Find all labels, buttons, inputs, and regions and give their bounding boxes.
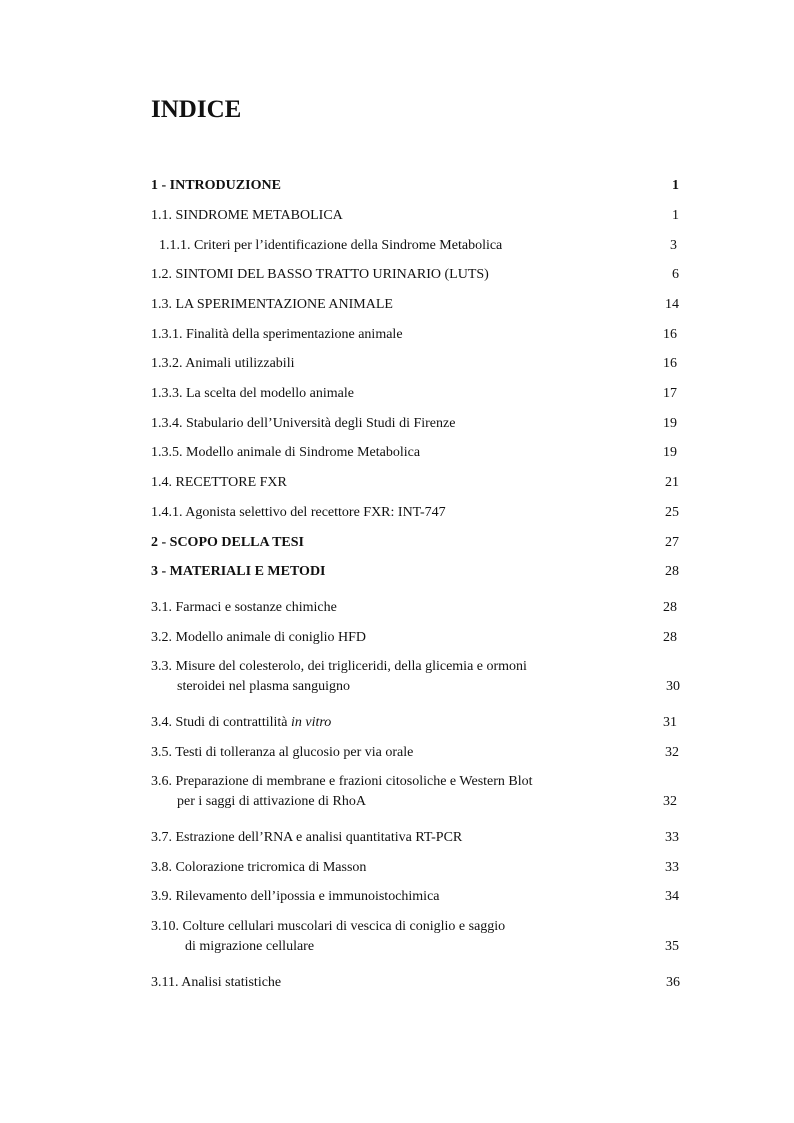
- toc-entry-page: 32: [663, 794, 677, 809]
- toc-entry-label-italic: in vitro: [291, 715, 332, 730]
- toc-entry-page: 34: [665, 889, 679, 904]
- toc-entry-page: 31: [663, 715, 677, 730]
- toc-entry-page: 35: [665, 939, 679, 954]
- toc-entry-label: 1.3.3. La scelta del modello animale: [151, 386, 354, 401]
- toc-entry-page: 14: [665, 297, 679, 312]
- toc-entry-label: 1.3.4. Stabulario dell’Università degli Studi di Firenze: [151, 416, 456, 431]
- toc-entry-page: 33: [665, 830, 679, 845]
- toc-entry-label-continued: di migrazione cellulare: [185, 939, 315, 954]
- toc-entry-label: 3.9. Rilevamento dell’ipossia e immunoistochimica: [151, 889, 440, 904]
- toc-entry-page: 30: [666, 679, 680, 694]
- toc-entry-label: 3.6. Preparazione di membrane e frazioni citosoliche e Western Blot: [151, 774, 533, 789]
- toc-entry[interactable]: [151, 917, 679, 957]
- toc-entry-page: 32: [665, 745, 679, 760]
- toc-entry-label: 3.2. Modello animale di coniglio HFD: [151, 630, 367, 645]
- toc-entry-page: 19: [663, 416, 677, 431]
- toc-entry-label: 1.2. SINTOMI DEL BASSO TRATTO URINARIO (LUTS): [151, 267, 489, 282]
- toc-entry-label: 1 - INTRODUZIONE: [151, 178, 281, 193]
- toc-entry[interactable]: [151, 772, 679, 812]
- toc-entry[interactable]: [151, 657, 679, 697]
- toc-entry-label: 1.4. RECETTORE FXR: [151, 475, 287, 490]
- toc-entry-label: 3.11. Analisi statistiche: [151, 975, 282, 990]
- toc-entry-page: 27: [665, 535, 679, 550]
- toc-entry-label: 1.1.1. Criteri per l’identificazione della Sindrome Metabolica: [159, 238, 503, 253]
- toc-entry-page: 3: [670, 238, 677, 253]
- toc-entry-label: 1.3.5. Modello animale di Sindrome Metabolica: [151, 445, 421, 460]
- toc-entry-label: 1.3. LA SPERIMENTAZIONE ANIMALE: [151, 297, 393, 312]
- toc-entry-page: 1: [672, 208, 679, 223]
- toc-entry-page: 21: [665, 475, 679, 490]
- toc-entry-label: 3.1. Farmaci e sostanze chimiche: [151, 600, 337, 615]
- toc-entry-page: 6: [672, 267, 679, 282]
- toc-entry-label: 1.4.1. Agonista selettivo del recettore FXR: INT-747: [151, 505, 446, 520]
- toc-entry-label-text: 3.4. Studi di contrattilità: [151, 715, 291, 730]
- toc-entry-label-continued: per i saggi di attivazione di RhoA: [177, 794, 366, 809]
- toc-entry-label: 3.10. Colture cellulari muscolari di vescica di coniglio e saggio: [151, 919, 506, 934]
- toc-entry-label: 1.3.1. Finalità della sperimentazione animale: [151, 327, 403, 342]
- toc-entry-page: 1: [672, 178, 679, 193]
- toc-entry-label: 3 - MATERIALI E METODI: [151, 564, 326, 579]
- toc-entry-page: 28: [663, 630, 677, 645]
- toc-entry-page: 19: [663, 445, 677, 460]
- toc-entry-page: 25: [665, 505, 679, 520]
- toc-entry-page: 33: [665, 860, 679, 875]
- toc-entry-label: 3.7. Estrazione dell’RNA e analisi quantitativa RT-PCR: [151, 830, 463, 845]
- toc-entry-label: 3.5. Testi di tolleranza al glucosio per via orale: [151, 745, 414, 760]
- toc-entry-label: 3.8. Colorazione tricromica di Masson: [151, 860, 367, 875]
- toc-entry-page: 28: [663, 600, 677, 615]
- toc-entry-page: 16: [663, 327, 677, 342]
- toc-entry-page: 16: [663, 356, 677, 371]
- toc-entry-page: 17: [663, 386, 677, 401]
- toc-entry-label: [151, 713, 331, 733]
- toc-entry-label-continued: steroidei nel plasma sanguigno: [177, 679, 351, 694]
- toc-entry-page: 28: [665, 564, 679, 579]
- toc-entry-label: 3.3. Misure del colesterolo, dei trigliceridi, della glicemia e ormoni: [151, 659, 527, 674]
- toc-entry-label: 1.3.2. Animali utilizzabili: [151, 356, 295, 371]
- page-title: INDICE: [151, 96, 242, 123]
- toc-entry-page: 36: [666, 975, 680, 990]
- toc-entry-label: 2 - SCOPO DELLA TESI: [151, 535, 305, 550]
- toc-entry-label: 1.1. SINDROME METABOLICA: [151, 208, 343, 223]
